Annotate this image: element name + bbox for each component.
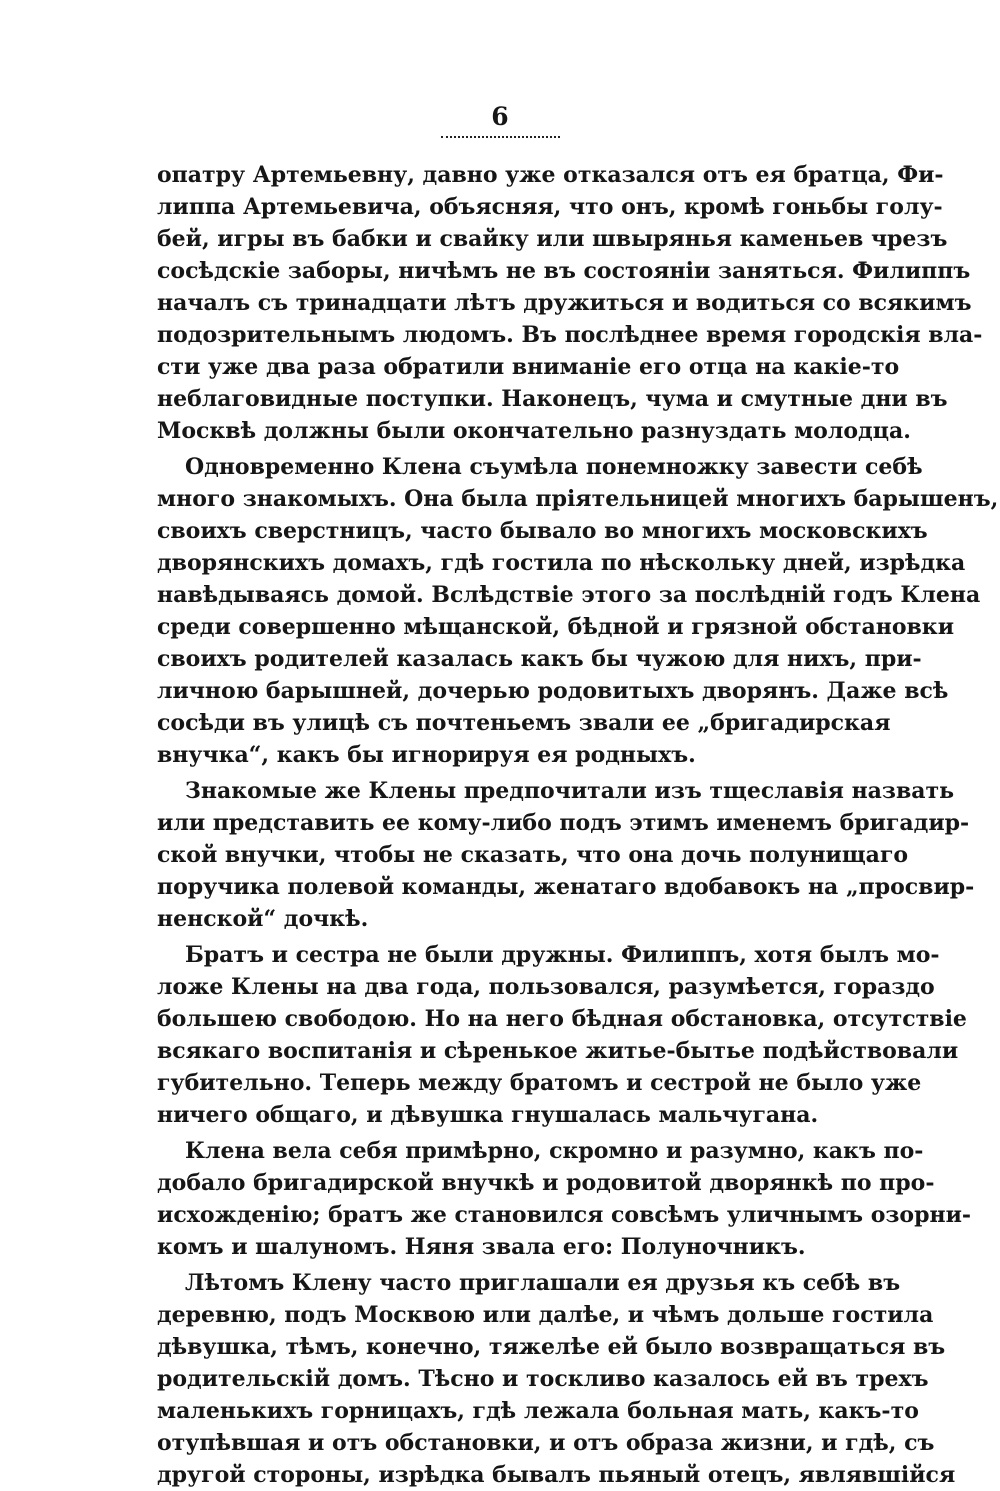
text-line: деревню, подъ Москвою или далѣе, и чѣмъ дольше гостила xyxy=(157,1302,934,1328)
text-line: опатру Артемьевну, давно уже отказался отъ ея братца, Фи- xyxy=(157,162,944,188)
text-line: комъ и шалуномъ. Няня звала его: Полуночникъ. xyxy=(157,1234,806,1260)
text-line: Клена вела себя примѣрно, скромно и разумно, какъ по- xyxy=(185,1138,924,1164)
text-line: ложе Клены на два года, пользовался, разумѣется, гораздо xyxy=(157,974,935,1000)
text-line: сосѣдскіе заборы, ничѣмъ не въ состояніи заняться. Филиппъ xyxy=(157,258,971,284)
text-line: началъ съ тринадцати лѣтъ дружиться и водиться со всякимъ xyxy=(157,290,972,316)
text-line: исхожденію; братъ же становился совсѣмъ уличнымъ озорни- xyxy=(157,1202,972,1228)
text-line: ской внучки, чтобы не сказать, что она дочь полунищаго xyxy=(157,842,909,868)
text-line: дѣвушка, тѣмъ, конечно, тяжелѣе ей было возвращаться въ xyxy=(157,1334,946,1360)
text-line: Знакомые же Клены предпочитали изъ тщеславія назвать xyxy=(185,778,955,804)
text-line: Лѣтомъ Клену часто приглашали ея друзья къ себѣ въ xyxy=(185,1270,901,1296)
body-text xyxy=(157,159,999,1491)
header-divider xyxy=(441,136,560,138)
text-line: ничего общаго, и дѣвушка гнушалась мальчугана. xyxy=(157,1102,819,1128)
text-line: неблаговидные поступки. Наконецъ, чума и смутные дни въ xyxy=(157,386,948,412)
text-line: большею свободою. Но на него бѣдная обстановка, отсутствіе xyxy=(157,1006,967,1032)
text-line: маленькихъ горницахъ, гдѣ лежала больная мать, какъ-то xyxy=(157,1398,919,1424)
text-line: внучка“, какъ бы игнорируя ея родныхъ. xyxy=(157,742,696,768)
text-line: сосѣди въ улицѣ съ почтеньемъ звали ее „бригадирская xyxy=(157,710,891,736)
page-number: 6 xyxy=(491,102,509,131)
text-line: добало бригадирской внучкѣ и родовитой дворянкѣ по про- xyxy=(157,1170,935,1196)
text-line: среди совершенно мѣщанской, бѣдной и грязной обстановки xyxy=(157,614,955,640)
text-line: бей, игры въ бабки и свайку или швырянья каменьев чрезъ xyxy=(157,226,948,252)
text-line: Москвѣ должны были окончательно разнуздать молодца. xyxy=(157,418,911,444)
text-line: отупѣвшая и отъ обстановки, и отъ образа жизни, и гдѣ, съ xyxy=(157,1430,935,1456)
text-line: губительно. Теперь между братомъ и сестрой не было уже xyxy=(157,1070,922,1096)
text-line: сти уже два раза обратили вниманіе его отца на какіе-то xyxy=(157,354,900,380)
text-line: навѣдываясь домой. Вслѣдствіе этого за послѣдній годъ Клена xyxy=(157,582,981,608)
text-line: или представить ее кому-либо подъ этимъ именемъ бригадир- xyxy=(157,810,970,836)
text-line: Одновременно Клена съумѣла понемножку завести себѣ xyxy=(185,454,923,480)
text-line: липпа Артемьевича, объясняя, что онъ, кромѣ гоньбы голу- xyxy=(157,194,943,220)
text-line: Братъ и сестра не были дружны. Филиппъ, хотя былъ мо- xyxy=(185,942,940,968)
text-line: своихъ родителей казалась какъ бы чужою для нихъ, при- xyxy=(157,646,922,672)
text-line: своихъ сверстницъ, часто бывало во многихъ московскихъ xyxy=(157,518,928,544)
text-line: всякаго воспитанія и сѣренькое житье-бытье подѣйствовали xyxy=(157,1038,959,1064)
text-line: много знакомыхъ. Она была пріятельницей многихъ барышенъ, xyxy=(157,486,999,512)
text-line: дворянскихъ домахъ, гдѣ гостила по нѣскольку дней, изрѣдка xyxy=(157,550,966,576)
text-line: родительскій домъ. Тѣсно и тоскливо казалось ей въ трехъ xyxy=(157,1366,929,1392)
text-line: ненской“ дочкѣ. xyxy=(157,906,369,932)
text-line: другой стороны, изрѣдка бывалъ пьяный отецъ, являвшійся xyxy=(157,1462,956,1488)
text-line: поручика полевой команды, женатаго вдобавокъ на „просвир- xyxy=(157,874,975,900)
text-line: личною барышней, дочерью родовитыхъ дворянъ. Даже всѣ xyxy=(157,678,949,704)
text-line: подозрительнымъ людомъ. Въ послѣднее время городскія вла- xyxy=(157,322,983,348)
